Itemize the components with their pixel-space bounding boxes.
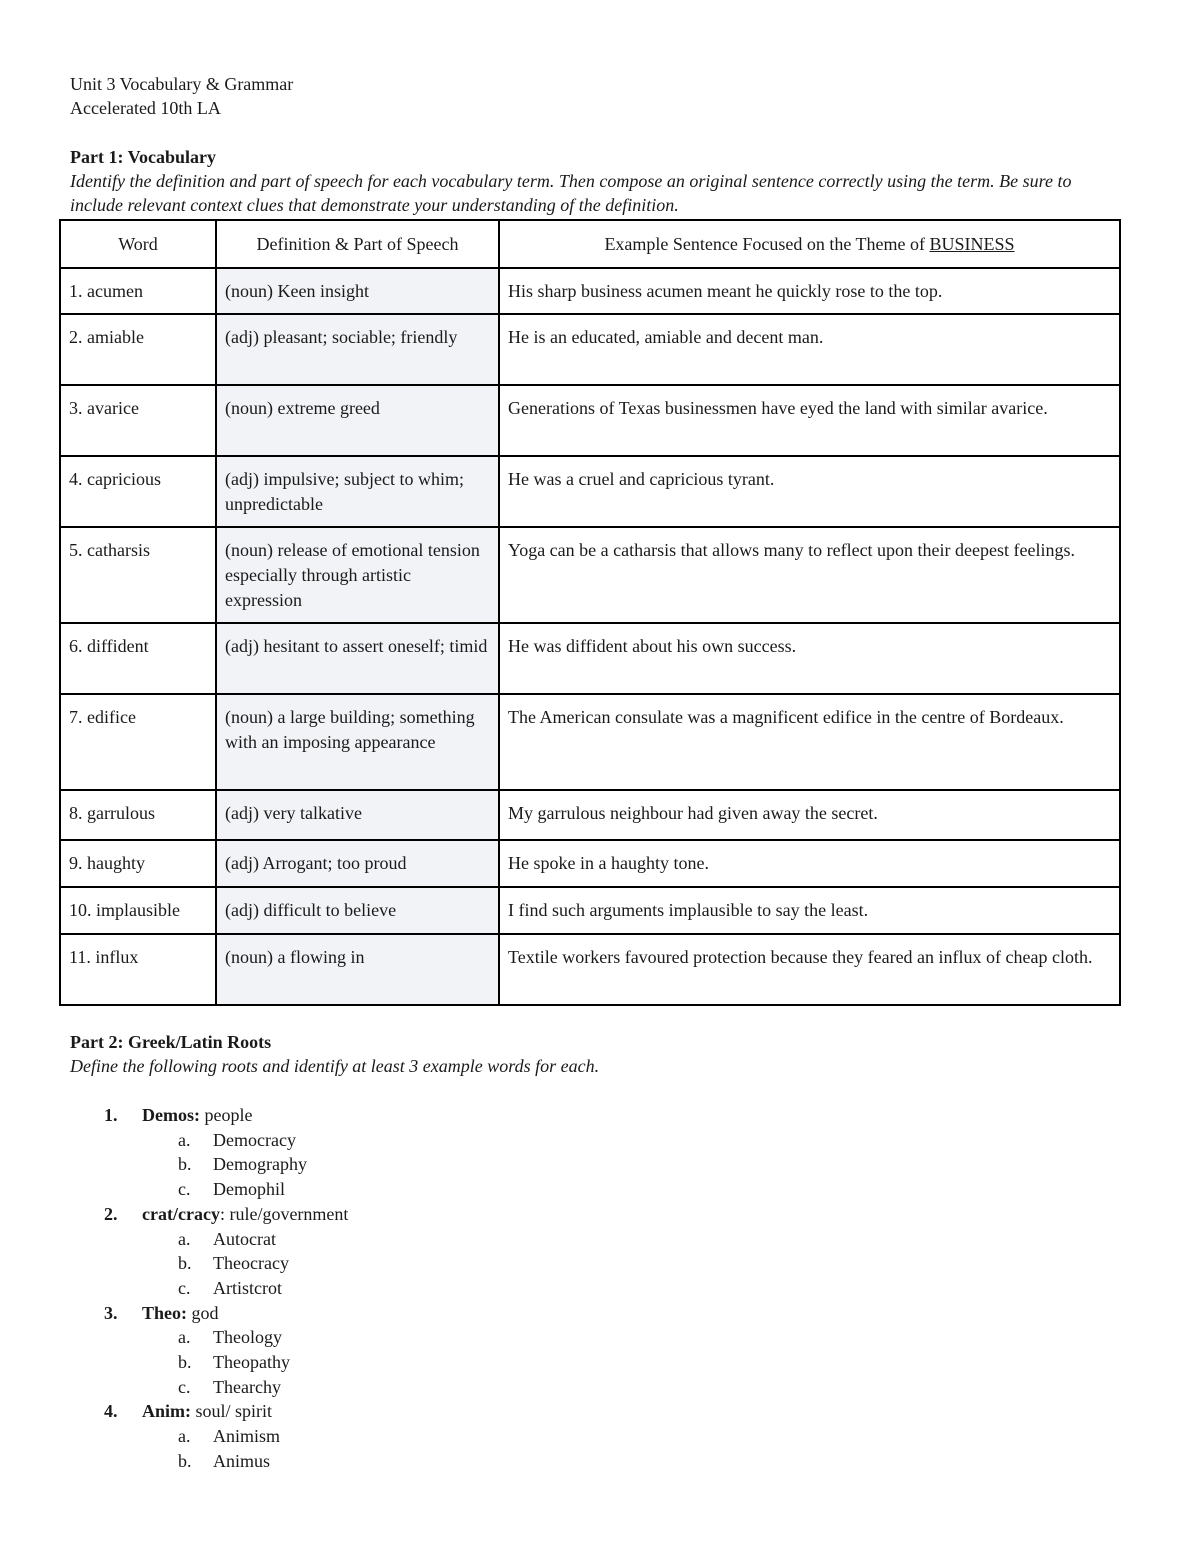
example-word: Thearchy [213,1376,281,1397]
roots-list [70,1103,1120,1474]
part1-heading: Part 1: Vocabulary [70,147,216,167]
root-name: Anim: [142,1401,191,1422]
root-name: Demos: [142,1105,200,1125]
sentence-cell: He was a cruel and capricious tyrant. [499,456,1120,527]
part2-heading: Part 2: Greek/Latin Roots [70,1032,272,1052]
root-number: 3. [104,1302,118,1323]
root-name: crat/cracy [142,1203,220,1224]
example-word: Animism [213,1426,281,1447]
example-word: Demography [213,1154,307,1175]
table-row [60,527,1120,623]
example-word: Artistcrot [213,1277,282,1298]
example-letter: c. [178,1179,191,1200]
table-row [60,385,1120,456]
word-cell: 3. avarice [60,385,216,456]
vocabulary-table [59,219,1121,1006]
example-item [142,1325,1120,1350]
root-number: 1. [104,1105,118,1125]
example-letter: c. [178,1376,191,1397]
example-item [142,1227,1120,1252]
example-letter: b. [178,1253,192,1274]
word-cell: 7. edifice [60,694,216,790]
sentence-cell: He was diffident about his own success. [499,623,1120,694]
root-meaning: : rule/government [219,1203,349,1224]
root-meaning: soul/ spirit [191,1401,273,1422]
example-word: Theology [213,1327,282,1348]
table-row [60,790,1120,840]
root-item [70,1103,1120,1202]
table-row [60,840,1120,887]
root-number: 2. [104,1203,118,1224]
example-item [142,1449,1120,1474]
example-letter: a. [178,1129,191,1150]
word-cell: 8. garrulous [60,790,216,840]
sentence-cell: Generations of Texas businessmen have eyed the land with similar avarice. [499,385,1120,456]
course-name: Accelerated 10th LA [70,98,221,118]
root-meaning: god [187,1302,219,1323]
example-word: Autocrat [213,1228,276,1249]
word-cell: 6. diffident [60,623,216,694]
example-word: Animus [213,1450,271,1471]
sentence-cell: He is an educated, amiable and decent man. [499,314,1120,385]
example-letter: b. [178,1450,192,1471]
root-meaning: people [199,1105,253,1125]
column-header-definition: Definition & Part of Speech [216,220,499,268]
example-letter: b. [178,1154,192,1175]
document-header [70,72,1120,217]
word-cell: 11. influx [60,934,216,1005]
definition-cell: (adj) pleasant; sociable; friendly [216,314,499,385]
root-name: Theo: [142,1302,187,1323]
table-row [60,694,1120,790]
definition-cell: (noun) a flowing in [216,934,499,1005]
root-item [70,1202,1120,1301]
example-item [142,1152,1120,1177]
definition-cell: (noun) Keen insight [216,268,499,314]
table-row [60,934,1120,1005]
table-row [60,887,1120,934]
word-cell: 4. capricious [60,456,216,527]
sentence-cell: I find such arguments implausible to say the least. [499,887,1120,934]
sentence-cell: Yoga can be a catharsis that allows many to reflect upon their deepest feelings. [499,527,1120,623]
word-cell: 5. catharsis [60,527,216,623]
example-item [142,1350,1120,1375]
example-item [142,1424,1120,1449]
example-word: Theopathy [213,1352,290,1373]
sentence-cell: The American consulate was a magnificent edifice in the centre of Bordeaux. [499,694,1120,790]
definition-cell: (adj) very talkative [216,790,499,840]
definition-cell: (noun) extreme greed [216,385,499,456]
word-cell: 2. amiable [60,314,216,385]
part1-instructions: Identify the definition and part of speech for each vocabulary term. Then compose an original sentence correctly using the term. Be sure to include relevant context clues that demonstrate your understanding of the definition. [70,171,1072,215]
example-header-prefix: Example Sentence Focused on the Theme of [604,233,930,254]
table-row [60,268,1120,314]
document-title: Unit 3 Vocabulary & Grammar [70,74,294,94]
root-item [70,1399,1120,1473]
column-header-word: Word [60,220,216,268]
example-item [142,1251,1120,1276]
table-row [60,623,1120,694]
part2-section [70,1030,1120,1474]
example-word: Demophil [213,1179,285,1200]
example-list [142,1424,1120,1473]
table-header-row [60,220,1120,268]
root-number: 4. [104,1401,118,1422]
example-item [142,1375,1120,1400]
example-list [142,1128,1120,1202]
example-item [142,1128,1120,1153]
word-cell: 10. implausible [60,887,216,934]
example-letter: a. [178,1426,191,1447]
example-item [142,1177,1120,1202]
example-word: Democracy [213,1129,296,1150]
sentence-cell: Textile workers favoured protection because they feared an influx of cheap cloth. [499,934,1120,1005]
sentence-cell: My garrulous neighbour had given away the secret. [499,790,1120,840]
example-list [142,1325,1120,1399]
example-letter: b. [178,1352,192,1373]
definition-cell: (adj) hesitant to assert oneself; timid [216,623,499,694]
example-letter: a. [178,1327,191,1348]
word-cell: 1. acumen [60,268,216,314]
example-list [142,1227,1120,1301]
definition-cell: (adj) difficult to believe [216,887,499,934]
root-item [70,1301,1120,1400]
table-row [60,456,1120,527]
example-word: Theocracy [213,1253,289,1274]
column-header-example [499,220,1120,268]
example-letter: a. [178,1228,191,1249]
example-letter: c. [178,1277,191,1298]
example-header-theme: BUSINESS [929,233,1015,254]
word-cell: 9. haughty [60,840,216,887]
example-item [142,1276,1120,1301]
part2-instructions: Define the following roots and identify at least 3 example words for each. [70,1056,600,1076]
sentence-cell: His sharp business acumen meant he quickly rose to the top. [499,268,1120,314]
definition-cell: (noun) release of emotional tension especially through artistic expression [216,527,499,623]
definition-cell: (adj) impulsive; subject to whim; unpredictable [216,456,499,527]
definition-cell: (noun) a large building; something with an imposing appearance [216,694,499,790]
definition-cell: (adj) Arrogant; too proud [216,840,499,887]
sentence-cell: He spoke in a haughty tone. [499,840,1120,887]
table-row [60,314,1120,385]
